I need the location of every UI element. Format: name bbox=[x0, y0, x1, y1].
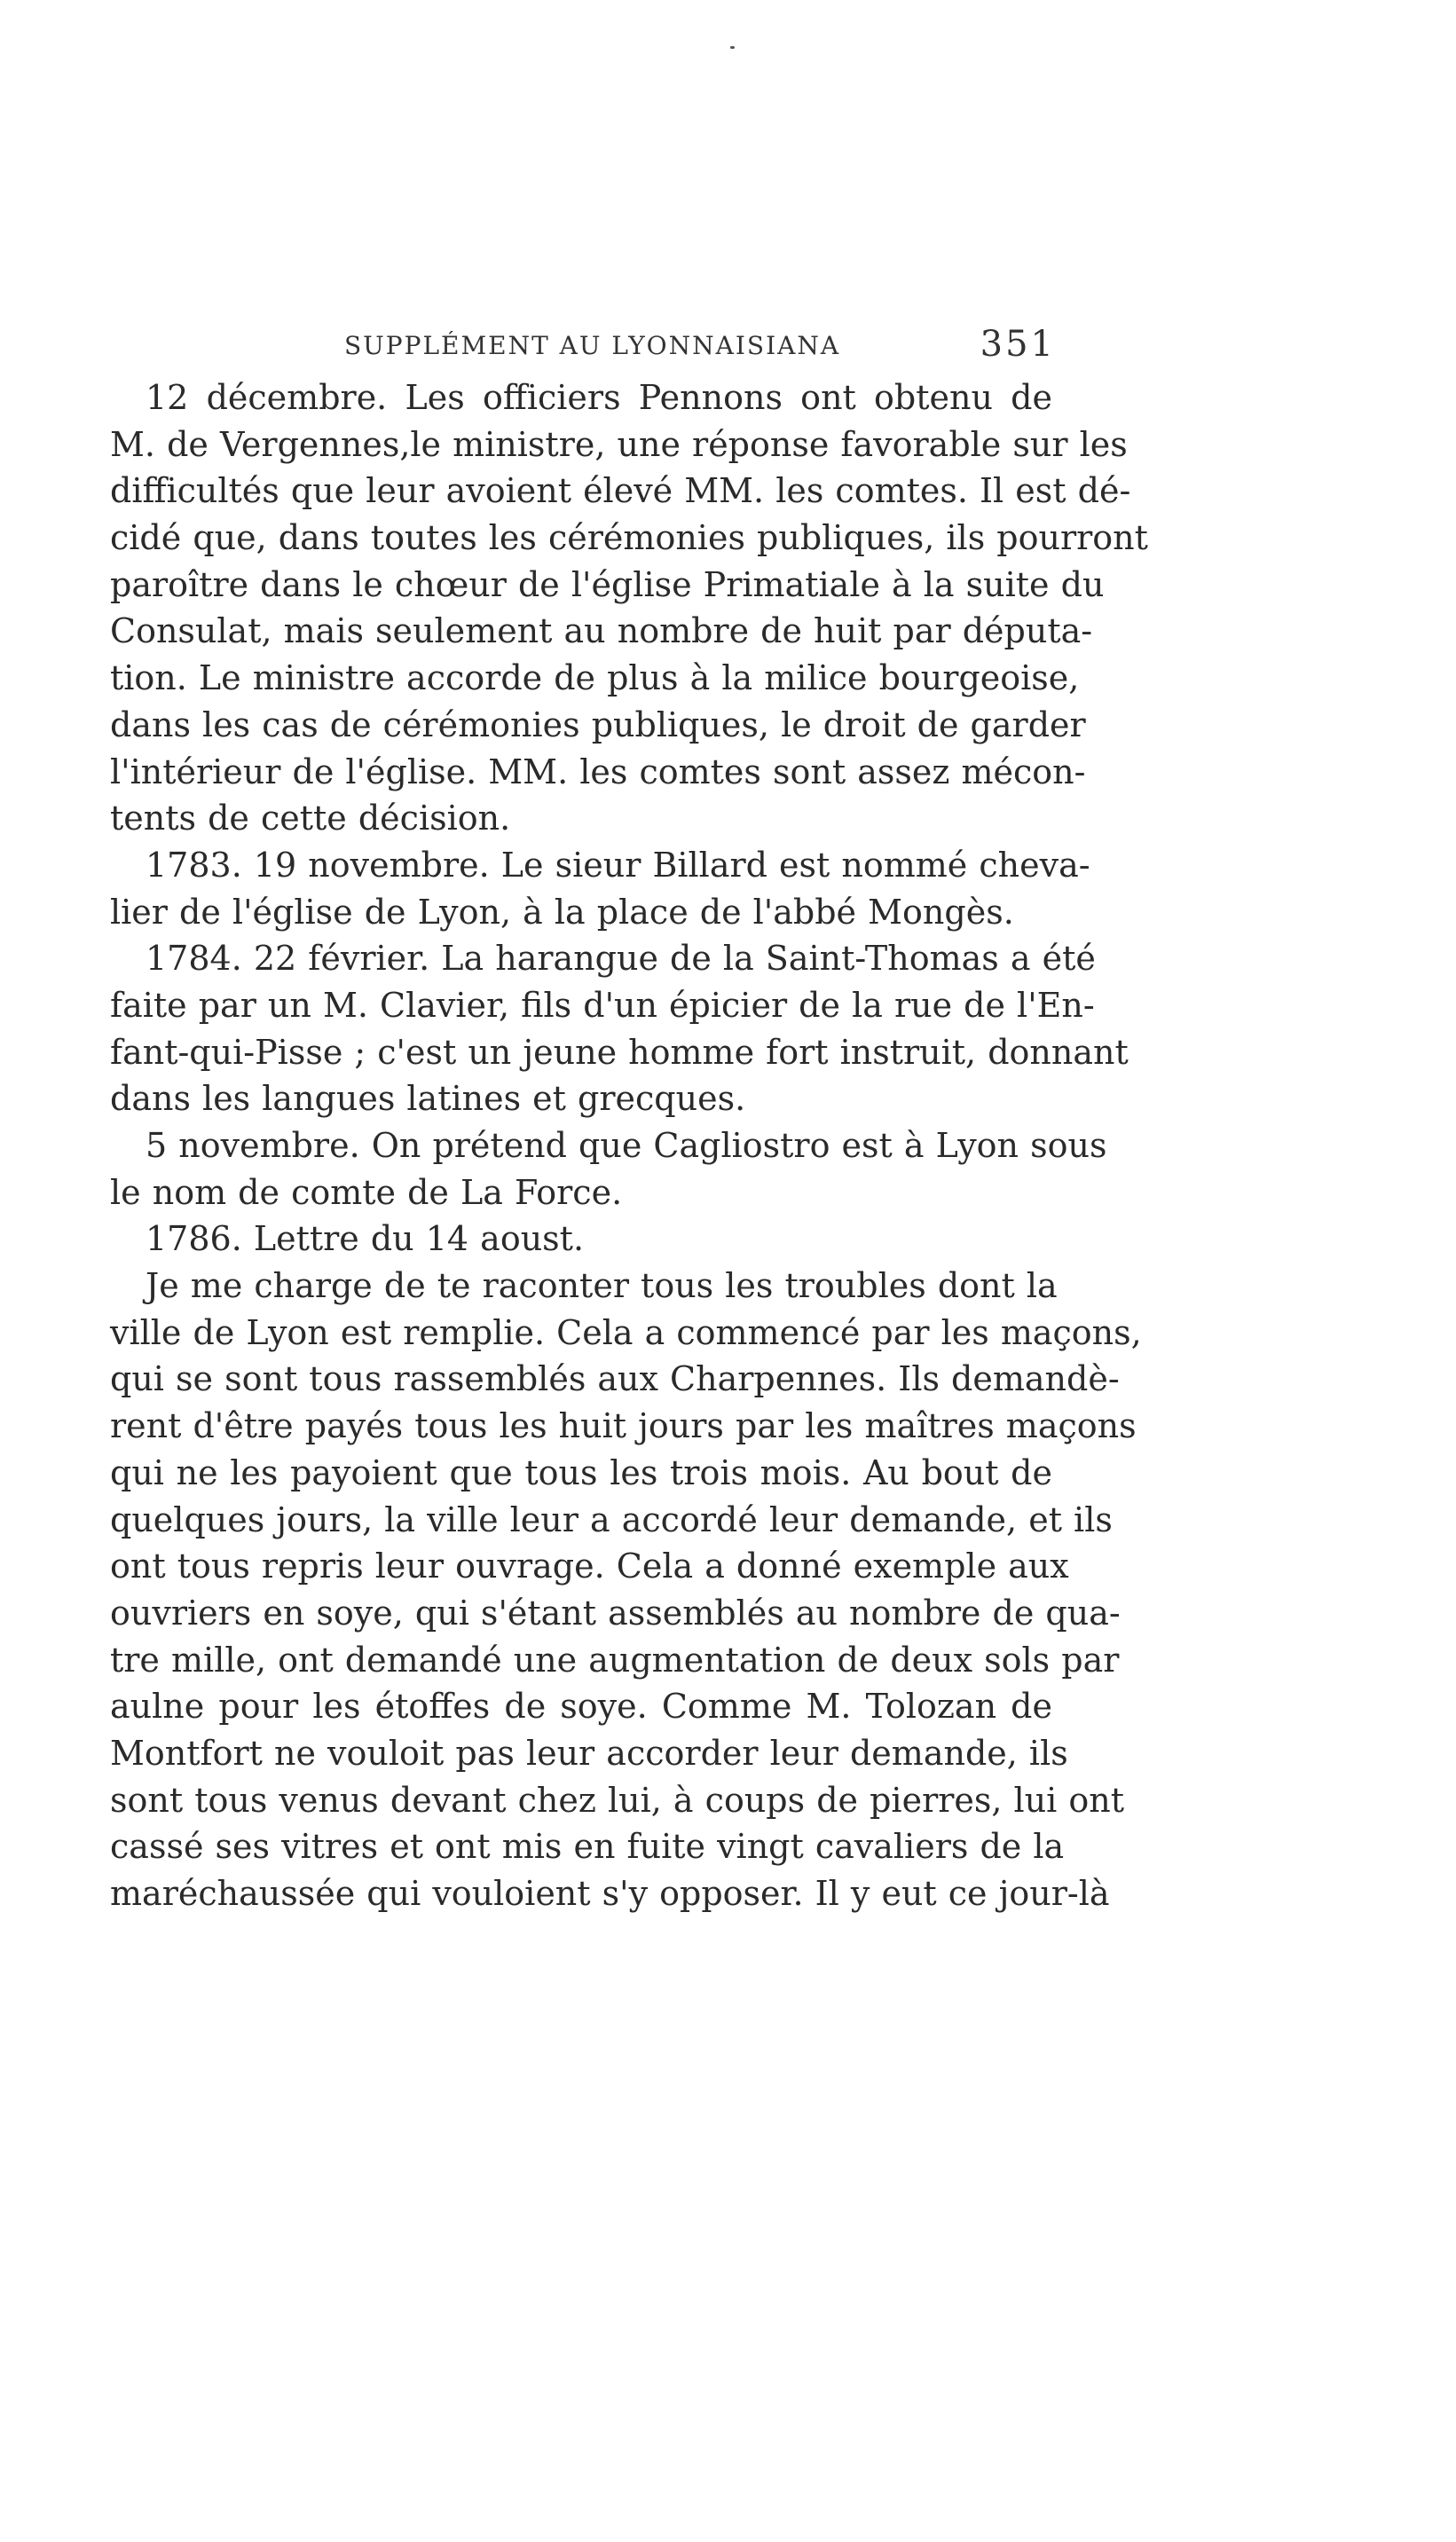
text-line: fant-qui-Pisse ; c'est un jeune homme fort instruit, donnant bbox=[110, 1032, 1129, 1072]
text-line: Je me charge de te raconter tous les troubles dont la bbox=[146, 1266, 1058, 1306]
text-line: ouvriers en soye, qui s'étant assemblés au nombre de qua- bbox=[110, 1593, 1121, 1633]
text-line: ville de Lyon est remplie. Cela a commencé par les maçons, bbox=[110, 1312, 1142, 1352]
text-line: sont tous venus devant chez lui, à coups de pierres, lui ont bbox=[110, 1780, 1125, 1820]
text-line: Consulat, mais seulement au nombre de huit par députa- bbox=[110, 611, 1093, 651]
text-line: lier de l'église de Lyon, à la place de l'abbé Mongès. bbox=[110, 892, 1014, 932]
text-line: tre mille, ont demandé une augmentation de deux sols par bbox=[110, 1640, 1120, 1680]
text-line: aulne pour les étoffes de soye. Comme M. Tolozan de bbox=[110, 1687, 1052, 1727]
text-line: 1783. 19 novembre. Le sieur Billard est nommé cheva- bbox=[146, 845, 1090, 885]
ink-speck bbox=[730, 46, 735, 49]
text-line: 12 décembre. Les officiers Pennons ont obtenu de bbox=[146, 378, 1052, 417]
text-line: quelques jours, la ville leur a accordé leur demande, et ils bbox=[110, 1499, 1113, 1539]
text-line: dans les cas de cérémonies publiques, le droit de garder bbox=[110, 704, 1086, 744]
page-number: 351 bbox=[980, 324, 1056, 365]
text-line: paroître dans le chœur de l'église Primatiale à la suite du bbox=[110, 564, 1105, 604]
text-line: maréchaussée qui vouloient s'y opposer. Il y eut ce jour-là bbox=[110, 1874, 1110, 1913]
text-line: 1784. 22 février. La harangue de la Saint-Thomas a été bbox=[146, 939, 1096, 979]
text-line: faite par un M. Clavier, fils d'un épicier de la rue de l'En- bbox=[110, 985, 1095, 1025]
text-line: ont tous repris leur ouvrage. Cela a donné exemple aux bbox=[110, 1546, 1069, 1586]
text-line: tents de cette décision. bbox=[110, 799, 511, 838]
text-line: qui ne les payoient que tous les trois mois. Au bout de bbox=[110, 1452, 1052, 1492]
text-line: M. de Vergennes,le ministre, une réponse favorable sur les bbox=[110, 424, 1128, 464]
text-line: 5 novembre. On prétend que Cagliostro est à Lyon sous bbox=[146, 1126, 1107, 1165]
text-line: cidé que, dans toutes les cérémonies publiques, ils pourront bbox=[110, 518, 1148, 558]
text-line: tion. Le ministre accorde de plus à la milice bourgeoise, bbox=[110, 658, 1080, 698]
text-line: le nom de comte de La Force. bbox=[110, 1172, 623, 1212]
text-line: qui se sont tous rassemblés aux Charpennes. Ils demandè- bbox=[110, 1359, 1120, 1399]
text-line: dans les langues latines et grecques. bbox=[110, 1079, 746, 1119]
text-line: cassé ses vitres et ont mis en fuite vingt cavaliers de la bbox=[110, 1827, 1065, 1867]
text-line: Montfort ne vouloit pas leur accorder leur demande, ils bbox=[110, 1733, 1068, 1773]
running-head: SUPPLÉMENT AU LYONNAISIANA bbox=[344, 331, 841, 360]
page-header bbox=[337, 324, 1056, 377]
text-line: rent d'être payés tous les huit jours par les maîtres maçons bbox=[110, 1406, 1137, 1446]
body-text bbox=[110, 374, 1148, 1917]
text-line: l'intérieur de l'église. MM. les comtes sont assez mécon- bbox=[110, 752, 1086, 791]
text-line: 1786. Lettre du 14 aoust. bbox=[146, 1219, 585, 1259]
text-line: difficultés que leur avoient élevé MM. les comtes. Il est dé- bbox=[110, 471, 1131, 511]
